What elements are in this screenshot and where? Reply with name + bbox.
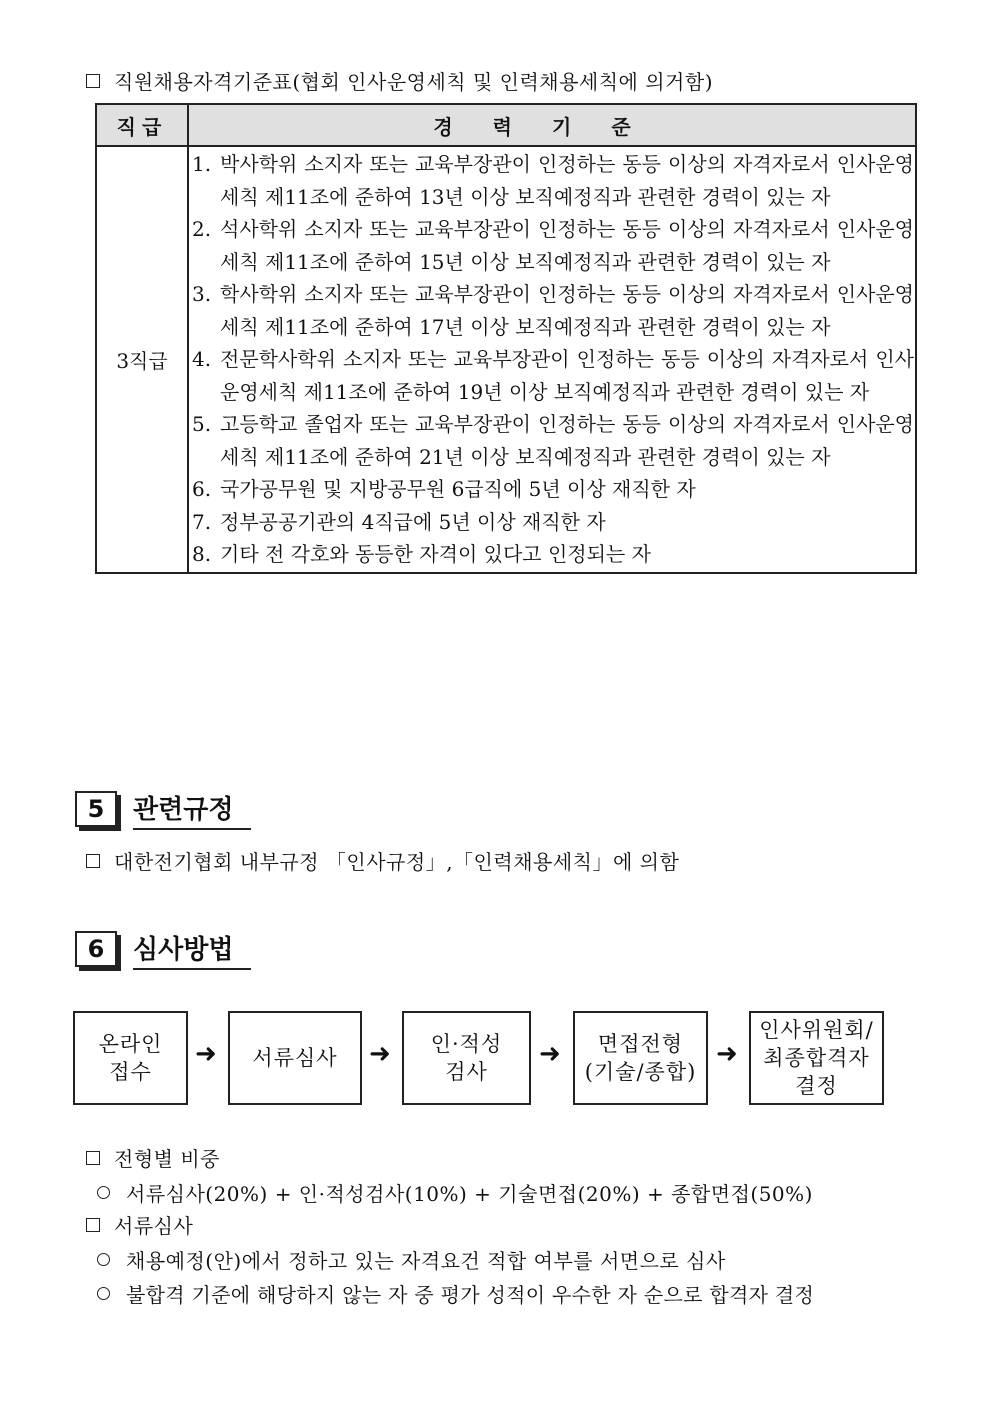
flow-step-document-review: 서류심사 [228, 1011, 362, 1105]
flow-step-online-application: 온라인 접수 [73, 1011, 188, 1105]
criteria-cell [188, 146, 916, 573]
grade-cell: 3직급 [96, 146, 188, 573]
qualification-criteria-table [95, 103, 917, 574]
checkbox-square-icon [86, 854, 100, 868]
arrow-right-icon: ➜ [716, 1039, 738, 1069]
checkbox-square-icon [86, 1218, 100, 1232]
arrow-right-icon: ➜ [539, 1039, 561, 1069]
section-number: 6 [75, 931, 117, 967]
flow-step-interview: 면접전형 (기술/종합) [573, 1011, 708, 1105]
weights-item: 서류심사(20%) + 인·적성검사(10%) + 기술면접(20%) + 종합면접(50%) [97, 1178, 813, 1207]
document-review-item: 불합격 기준에 해당하지 않는 자 중 평가 성적이 우수한 자 순으로 합격자 결정 [97, 1279, 814, 1308]
bullet-circle-icon [97, 1253, 110, 1266]
section-underline [133, 828, 251, 830]
document-review-item: 채용예정(안)에서 정하고 있는 자격요건 적합 여부를 서면으로 심사 [97, 1245, 726, 1274]
document-review-heading: 서류심사 [86, 1210, 193, 1239]
criteria-item: 8. 기타 전 각호와 동등한 자격이 있다고 인정되는 자 [192, 542, 651, 566]
criteria-item: 2. 석사학위 소지자 또는 교육부장관이 인정하는 동등 이상의 자격자로서 인사운영세칙 제11조에 준하여 15년 이상 보직예정직과 관련한 경력이 있는 자 [192, 217, 914, 274]
checkbox-square-icon [86, 74, 100, 88]
criteria-item: 1. 박사학위 소지자 또는 교육부장관이 인정하는 동등 이상의 자격자로서 인사운영세칙 제11조에 준하여 13년 이상 보직예정직과 관련한 경력이 있는 자 [192, 152, 914, 209]
criteria-item: 4. 전문학사학위 소지자 또는 교육부장관이 인정하는 동등 이상의 자격자로서 인사운영세칙 제11조에 준하여 19년 이상 보직예정직과 관련한 경력이 있는 자 [192, 347, 914, 404]
criteria-item: 6. 국가공무원 및 지방공무원 6급직에 5년 이상 재직한 자 [192, 477, 696, 501]
flow-step-final-decision: 인사위원회/ 최종합격자 결정 [749, 1011, 884, 1105]
header-criteria: 경력기준 [188, 104, 916, 146]
flow-step-aptitude-test: 인·적성 검사 [402, 1011, 531, 1105]
criteria-item: 3. 학사학위 소지자 또는 교육부장관이 인정하는 동등 이상의 자격자로서 인사운영세칙 제11조에 준하여 17년 이상 보직예정직과 관련한 경력이 있는 자 [192, 282, 914, 339]
section-underline [133, 968, 251, 970]
criteria-item: 5. 고등학교 졸업자 또는 교육부장관이 인정하는 동등 이상의 자격자로서 인사운영세칙 제11조에 준하여 21년 이상 보직예정직과 관련한 경력이 있는 자 [192, 412, 914, 469]
arrow-right-icon: ➜ [195, 1039, 217, 1069]
section-title: 관련규정 [133, 795, 234, 825]
section-number: 5 [75, 791, 117, 827]
regulation-text: 대한전기협회 내부규정 「인사규정」,「인력채용세칙」에 의함 [86, 846, 679, 875]
criteria-heading: 직원채용자격기준표(협회 인사운영세칙 및 인력채용세칙에 의거함) [86, 66, 713, 95]
header-grade: 직급 [96, 104, 188, 146]
weights-heading: 전형별 비중 [86, 1143, 220, 1172]
section-title: 심사방법 [133, 935, 234, 965]
bullet-circle-icon [97, 1186, 110, 1199]
criteria-item: 7. 정부공공기관의 4직급에 5년 이상 재직한 자 [192, 509, 606, 534]
bullet-circle-icon [97, 1287, 110, 1300]
arrow-right-icon: ➜ [369, 1039, 391, 1069]
checkbox-square-icon [86, 1151, 100, 1165]
